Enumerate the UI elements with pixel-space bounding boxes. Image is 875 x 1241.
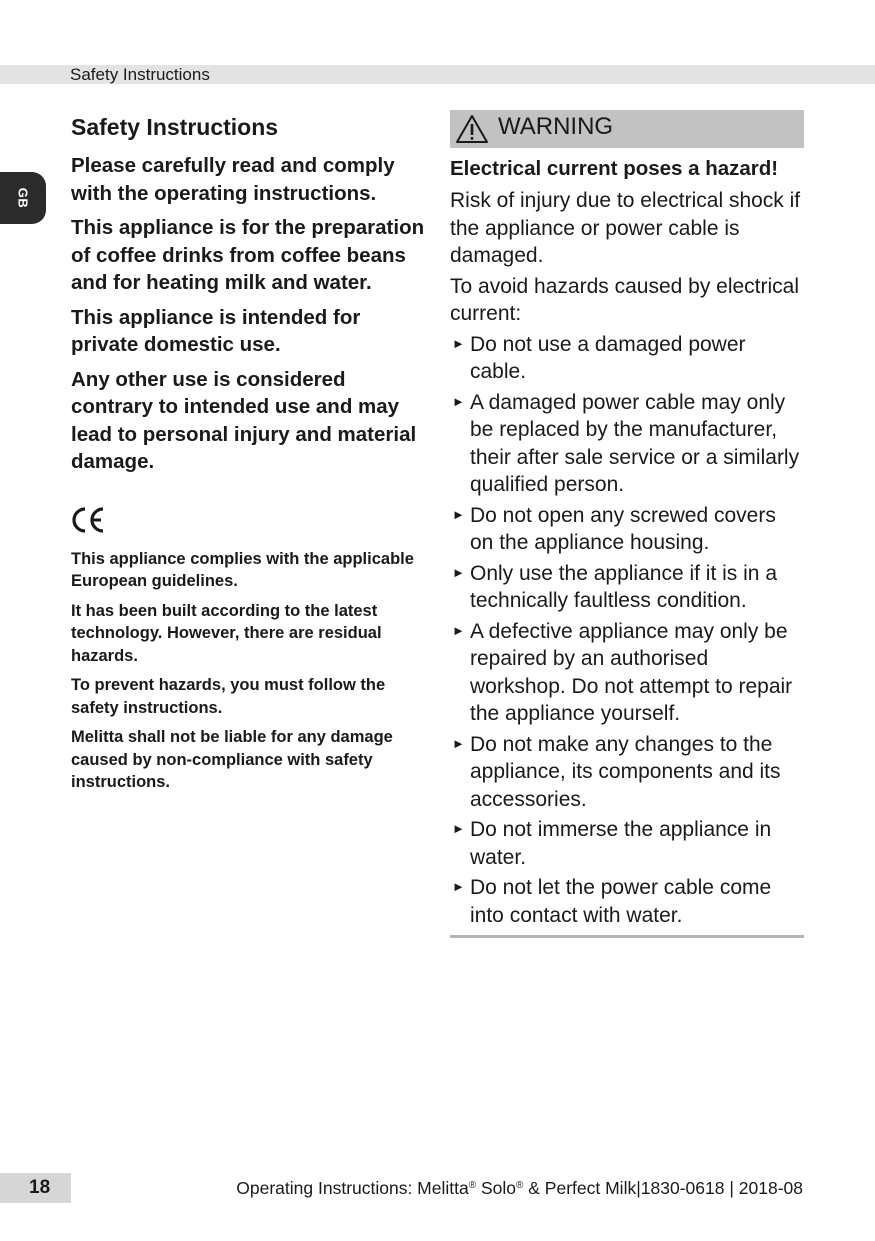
bullet-arrow-icon: ► (452, 506, 465, 522)
avoid-text: To avoid hazards caused by electrical current: (450, 274, 800, 325)
section-title: Safety Instructions (71, 114, 279, 140)
bullet-item: ► Do not make any changes to the appliance, its components and its accessories. (452, 732, 781, 811)
bullet-item: ► Do not let the power cable come into contact with water. (452, 876, 772, 927)
bullet-arrow-icon: ► (452, 335, 465, 351)
page-number: 18 (29, 1177, 51, 1198)
intro-paragraph: This appliance is for the preparation of coffee drinks from coffee beans and for heating milk and water. (71, 216, 425, 294)
warning-box (450, 110, 804, 938)
bullet-item: ► Do not open any screwed covers on the appliance housing. (452, 503, 776, 554)
bullet-item: ► A defective appliance may only be repaired by an authorised workshop. Do not attempt to repair the appliance yourself. (452, 619, 793, 725)
footer-separator: | (729, 1178, 734, 1198)
bullet-item: ► Do not use a damaged power cable. (452, 332, 746, 383)
intro-paragraph: This appliance is intended for private domestic use. (71, 305, 361, 356)
hazard-title: Electrical current poses a hazard! (450, 157, 779, 180)
warning-bottom-rule (450, 935, 804, 938)
bullet-item: ► A damaged power cable may only be replaced by the manufacturer, their after sale service or a similarly qualified person. (452, 390, 800, 496)
compliance-paragraph: This appliance complies with the applicable European guidelines. (71, 549, 414, 590)
intro-paragraph: Any other use is considered contrary to intended use and may lead to personal injury and material damage. (71, 367, 417, 473)
warning-label: WARNING (498, 113, 614, 140)
warning-triangle-icon (455, 114, 489, 144)
footer-line (236, 1173, 803, 1203)
warning-header (450, 110, 804, 148)
footer-product: Solo (480, 1178, 517, 1198)
language-code: GB (15, 187, 31, 209)
bullet-item: ► Do not immerse the appliance in water. (452, 818, 772, 869)
registered-mark: ® (516, 1180, 524, 1191)
bullet-arrow-icon: ► (452, 879, 465, 894)
bullet-arrow-icon: ► (452, 622, 465, 638)
bullet-arrow-icon: ► (452, 564, 465, 580)
compliance-block (71, 548, 431, 794)
running-header: Safety Instructions (70, 65, 210, 84)
compliance-paragraph: To prevent hazards, you must follow the safety instructions. (71, 676, 386, 717)
bullet-item: ► Only use the appliance if it is in a technically faultless condition. (452, 561, 778, 612)
footer-product-suffix: & Perfect Milk (528, 1178, 637, 1198)
compliance-paragraph: Melitta shall not be liable for any damage caused by non-compliance with safety instructions. (71, 728, 393, 791)
risk-text: Risk of injury due to electrical shock if the appliance or power cable is damaged. (450, 189, 801, 267)
left-column (71, 112, 431, 801)
page-number-box (0, 1173, 71, 1203)
language-tab (0, 172, 46, 224)
document-date: 2018-08 (738, 1178, 803, 1198)
footer-prefix: Operating Instructions: Melitta (236, 1178, 469, 1198)
hazard-bullet-list (450, 331, 804, 930)
intro-block (71, 152, 431, 476)
footer-separator: | (636, 1178, 641, 1198)
intro-paragraph: Please carefully read and comply with the operating instructions. (71, 154, 395, 205)
bullet-arrow-icon: ► (452, 821, 465, 836)
bullet-arrow-icon: ► (452, 735, 465, 751)
compliance-paragraph: It has been built according to the latest technology. However, there are residual hazards. (71, 601, 382, 665)
ce-mark-icon (71, 506, 431, 536)
document-number: 1830-0618 (640, 1178, 725, 1198)
registered-mark: ® (468, 1180, 477, 1191)
bullet-arrow-icon: ► (452, 393, 465, 409)
